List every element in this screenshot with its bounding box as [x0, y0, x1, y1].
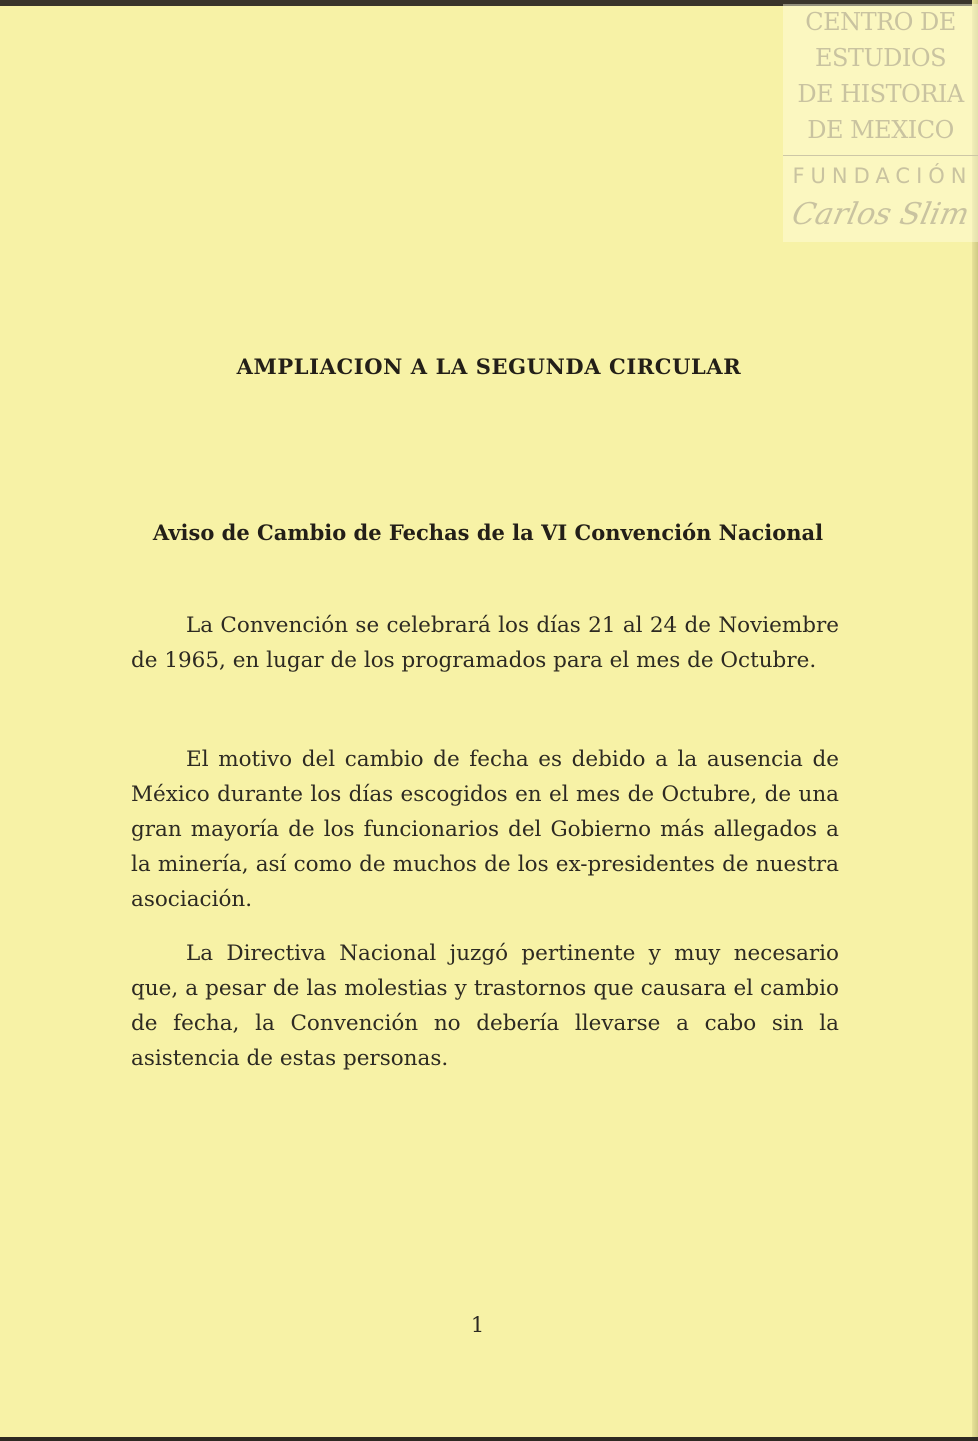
page-number: 1 — [470, 1313, 485, 1337]
watermark-signature: Carlos Slim — [788, 197, 973, 232]
watermark-line-2: ESTUDIOS — [814, 44, 947, 72]
watermark-line-3: DE HISTORIA — [797, 80, 964, 108]
page-bottom-edge — [0, 1437, 978, 1441]
watermark-line-1: CENTRO DE — [805, 8, 956, 36]
paragraph-2: El motivo del cambio de fecha es debido a la ausencia de México durante los días escogidos en el mes de Octubre, de una gran mayoría de los funcionarios del Gobierno más allegados a la minería, así como de muchos de los ex-presidentes de nuestra asociación. — [131, 747, 839, 912]
paragraph-1: La Convención se celebrará los días 21 al 24 de Noviembre de 1965, en lugar de los programados para el mes de Octubre. — [131, 613, 839, 673]
document-title: AMPLIACION A LA SEGUNDA CIRCULAR — [236, 354, 742, 379]
watermark-foundation: FUNDACIÓN — [792, 164, 973, 188]
paragraph-3: La Directiva Nacional juzgó pertinente y muy necesario que, a pesar de las molestias y trastornos que causara el cambio de fecha, la Convención no debería llevarse a cabo sin la asistencia de estas personas. — [131, 941, 839, 1071]
watermark-line-4: DE MEXICO — [807, 116, 954, 144]
archive-watermark — [783, 4, 978, 242]
document-subtitle: Aviso de Cambio de Fechas de la VI Convención Nacional — [152, 520, 824, 545]
watermark-divider — [783, 155, 978, 156]
